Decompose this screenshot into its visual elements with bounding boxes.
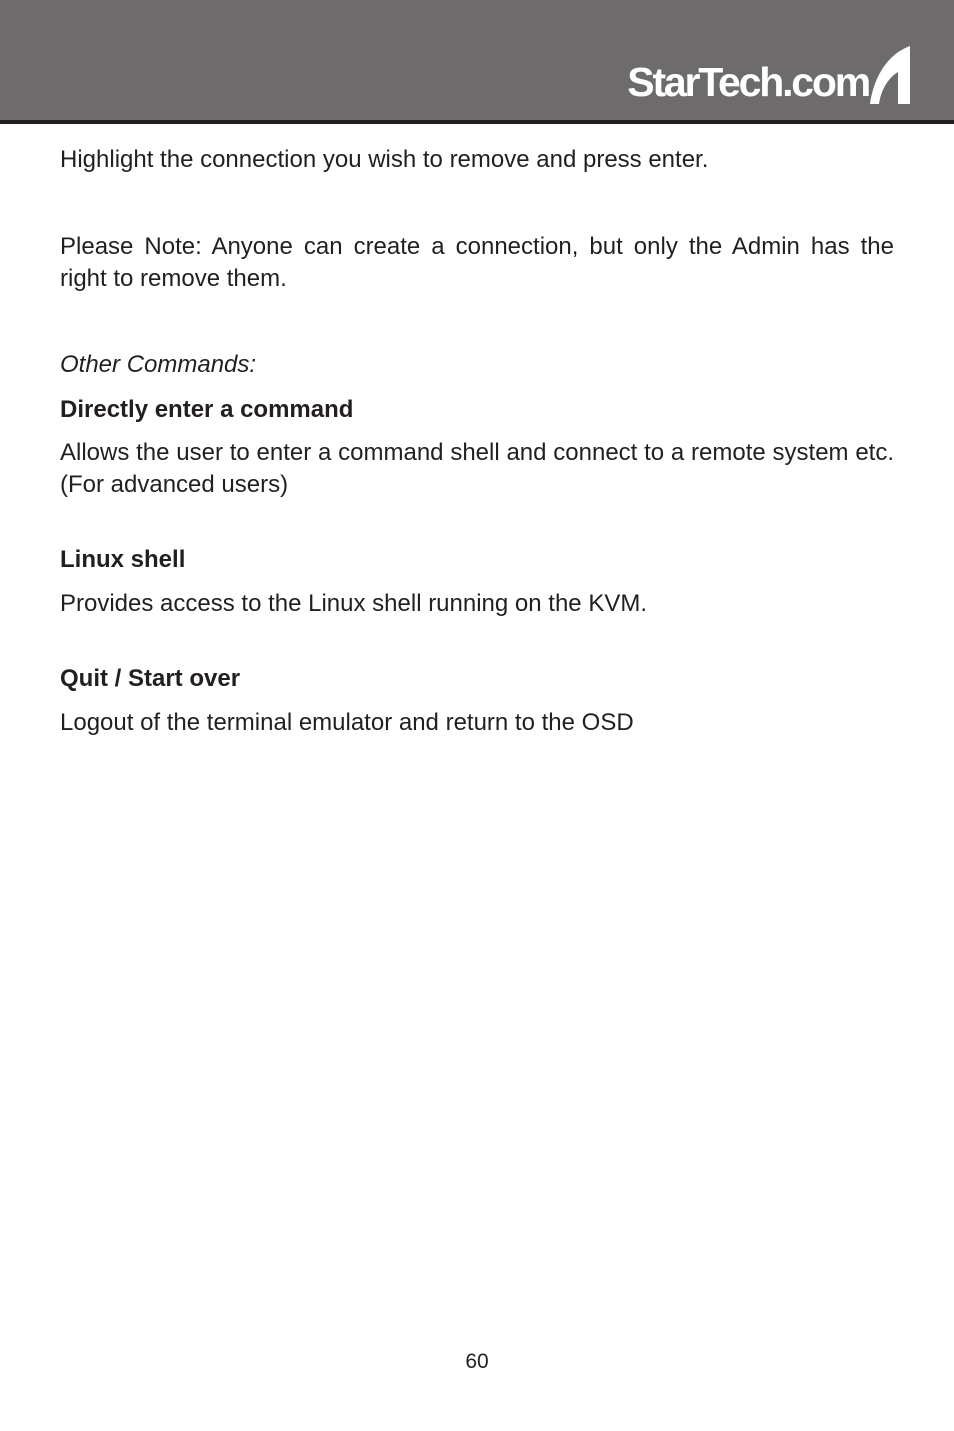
command-title-quit: Quit / Start over [60, 665, 241, 692]
command-title-directly-enter: Directly enter a command [60, 396, 354, 423]
command-title-linux-shell: Linux shell [60, 546, 186, 573]
startech-logo [627, 44, 910, 104]
intro-paragraph: Highlight the connection you wish to remove and press enter. [60, 146, 709, 173]
logo-swoosh-icon [870, 46, 910, 104]
command-description-directly-enter: Allows the user to enter a command shell and connect to a remote system etc. (For advanced users) [60, 439, 894, 498]
command-description-quit: Logout of the terminal emulator and return to the OSD [60, 709, 634, 736]
note-paragraph: Please Note: Anyone can create a connection, but only the Admin has the right to remove them. [60, 233, 894, 292]
logo-text: StarTech.com [627, 59, 869, 105]
page-number: 60 [465, 1350, 489, 1373]
command-description-linux-shell: Provides access to the Linux shell running on the KVM. [60, 590, 647, 617]
page-header [0, 0, 954, 124]
other-commands-heading: Other Commands: [60, 351, 257, 378]
